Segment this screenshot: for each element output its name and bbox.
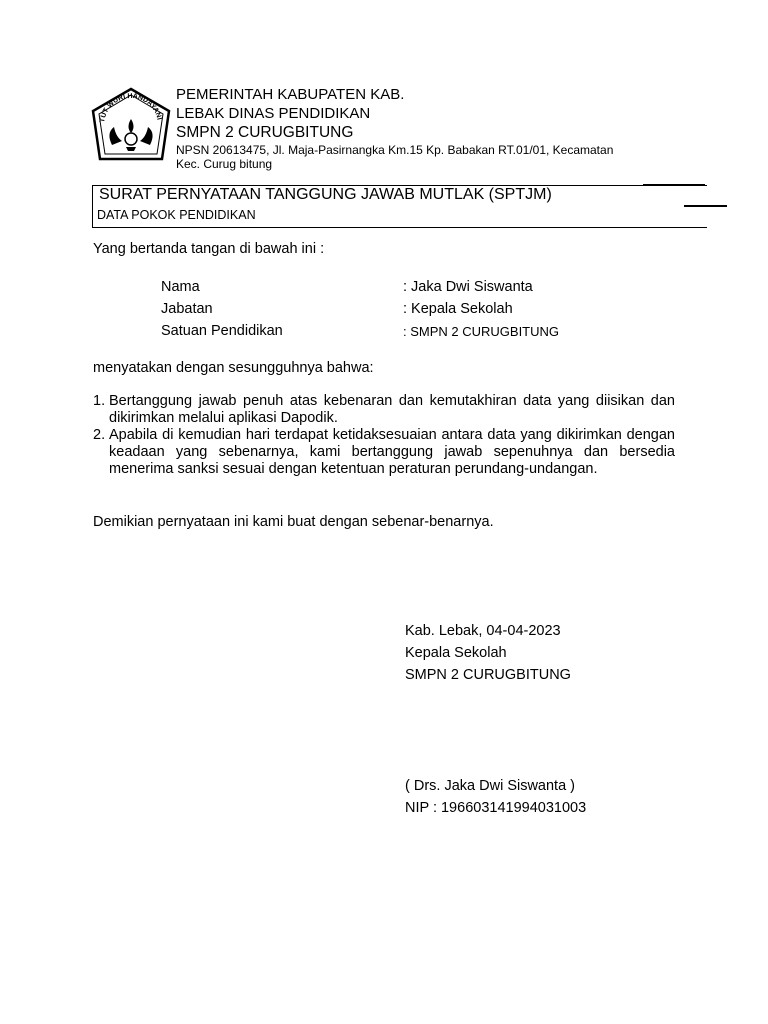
letterhead-address-line2: Kec. Curug bitung — [176, 157, 273, 171]
document-subtitle: DATA POKOK PENDIDIKAN — [97, 208, 256, 222]
letterhead-line1: PEMERINTAH KABUPATEN KAB. — [176, 86, 405, 103]
tut-wuri-handayani-logo — [90, 87, 172, 167]
document-title: SURAT PERNYATAAN TANGGUNG JAWAB MUTLAK (SPTJM) — [99, 186, 552, 203]
svg-text:TUT WURI HANDAYANI: TUT WURI HANDAYANI — [99, 92, 163, 123]
statement-list — [93, 393, 675, 478]
field-value-jabatan: : Kepala Sekolah — [403, 301, 513, 317]
letterhead-school: SMPN 2 CURUGBITUNG — [176, 124, 354, 141]
closing-text: Demikian pernyataan ini kami buat dengan sebenar-benarnya. — [93, 514, 494, 530]
letterhead-address-line1: NPSN 20613475, Jl. Maja-Pasirnangka Km.15 Kp. Babakan RT.01/01, Kecamatan — [176, 143, 614, 157]
list-item — [93, 427, 675, 478]
list-item-number: 2. — [93, 427, 106, 443]
signatory-nip: NIP : 196603141994031003 — [405, 800, 587, 816]
statement-text: menyatakan dengan sesungguhnya bahwa: — [93, 360, 374, 376]
signature-school: SMPN 2 CURUGBITUNG — [405, 667, 571, 683]
field-label-nama: Nama — [161, 279, 200, 295]
field-label-satuan-pendidikan: Satuan Pendidikan — [161, 323, 283, 339]
field-value-satuan-pendidikan: : SMPN 2 CURUGBITUNG — [403, 324, 560, 339]
signatory-name: ( Drs. Jaka Dwi Siswanta ) — [405, 778, 576, 794]
letterhead-line2: LEBAK DINAS PENDIDIKAN — [176, 105, 371, 122]
list-item — [93, 393, 675, 427]
list-item-number: 1. — [93, 393, 106, 409]
signature-position: Kepala Sekolah — [405, 645, 507, 661]
list-item-text: Apabila di kemudian hari terdapat ketidaksesuaian antara data yang dikirimkan dengan keadaan yang sebenarnya, kami bertanggung jawab sepenuhnya dan bersedia menerima sanksi sesuai dengan ketentuan peraturan perundang-undangan. — [109, 427, 675, 477]
field-value-nama: : Jaka Dwi Siswanta — [403, 279, 533, 295]
signature-place-date: Kab. Lebak, 04-04-2023 — [405, 623, 561, 639]
field-label-jabatan: Jabatan — [161, 301, 213, 317]
list-item-text: Bertanggung jawab penuh atas kebenaran dan kemutakhiran data yang diisikan dan dikirimkan melalui aplikasi Dapodik. — [109, 393, 675, 426]
intro-text: Yang bertanda tangan di bawah ini : — [93, 241, 325, 257]
